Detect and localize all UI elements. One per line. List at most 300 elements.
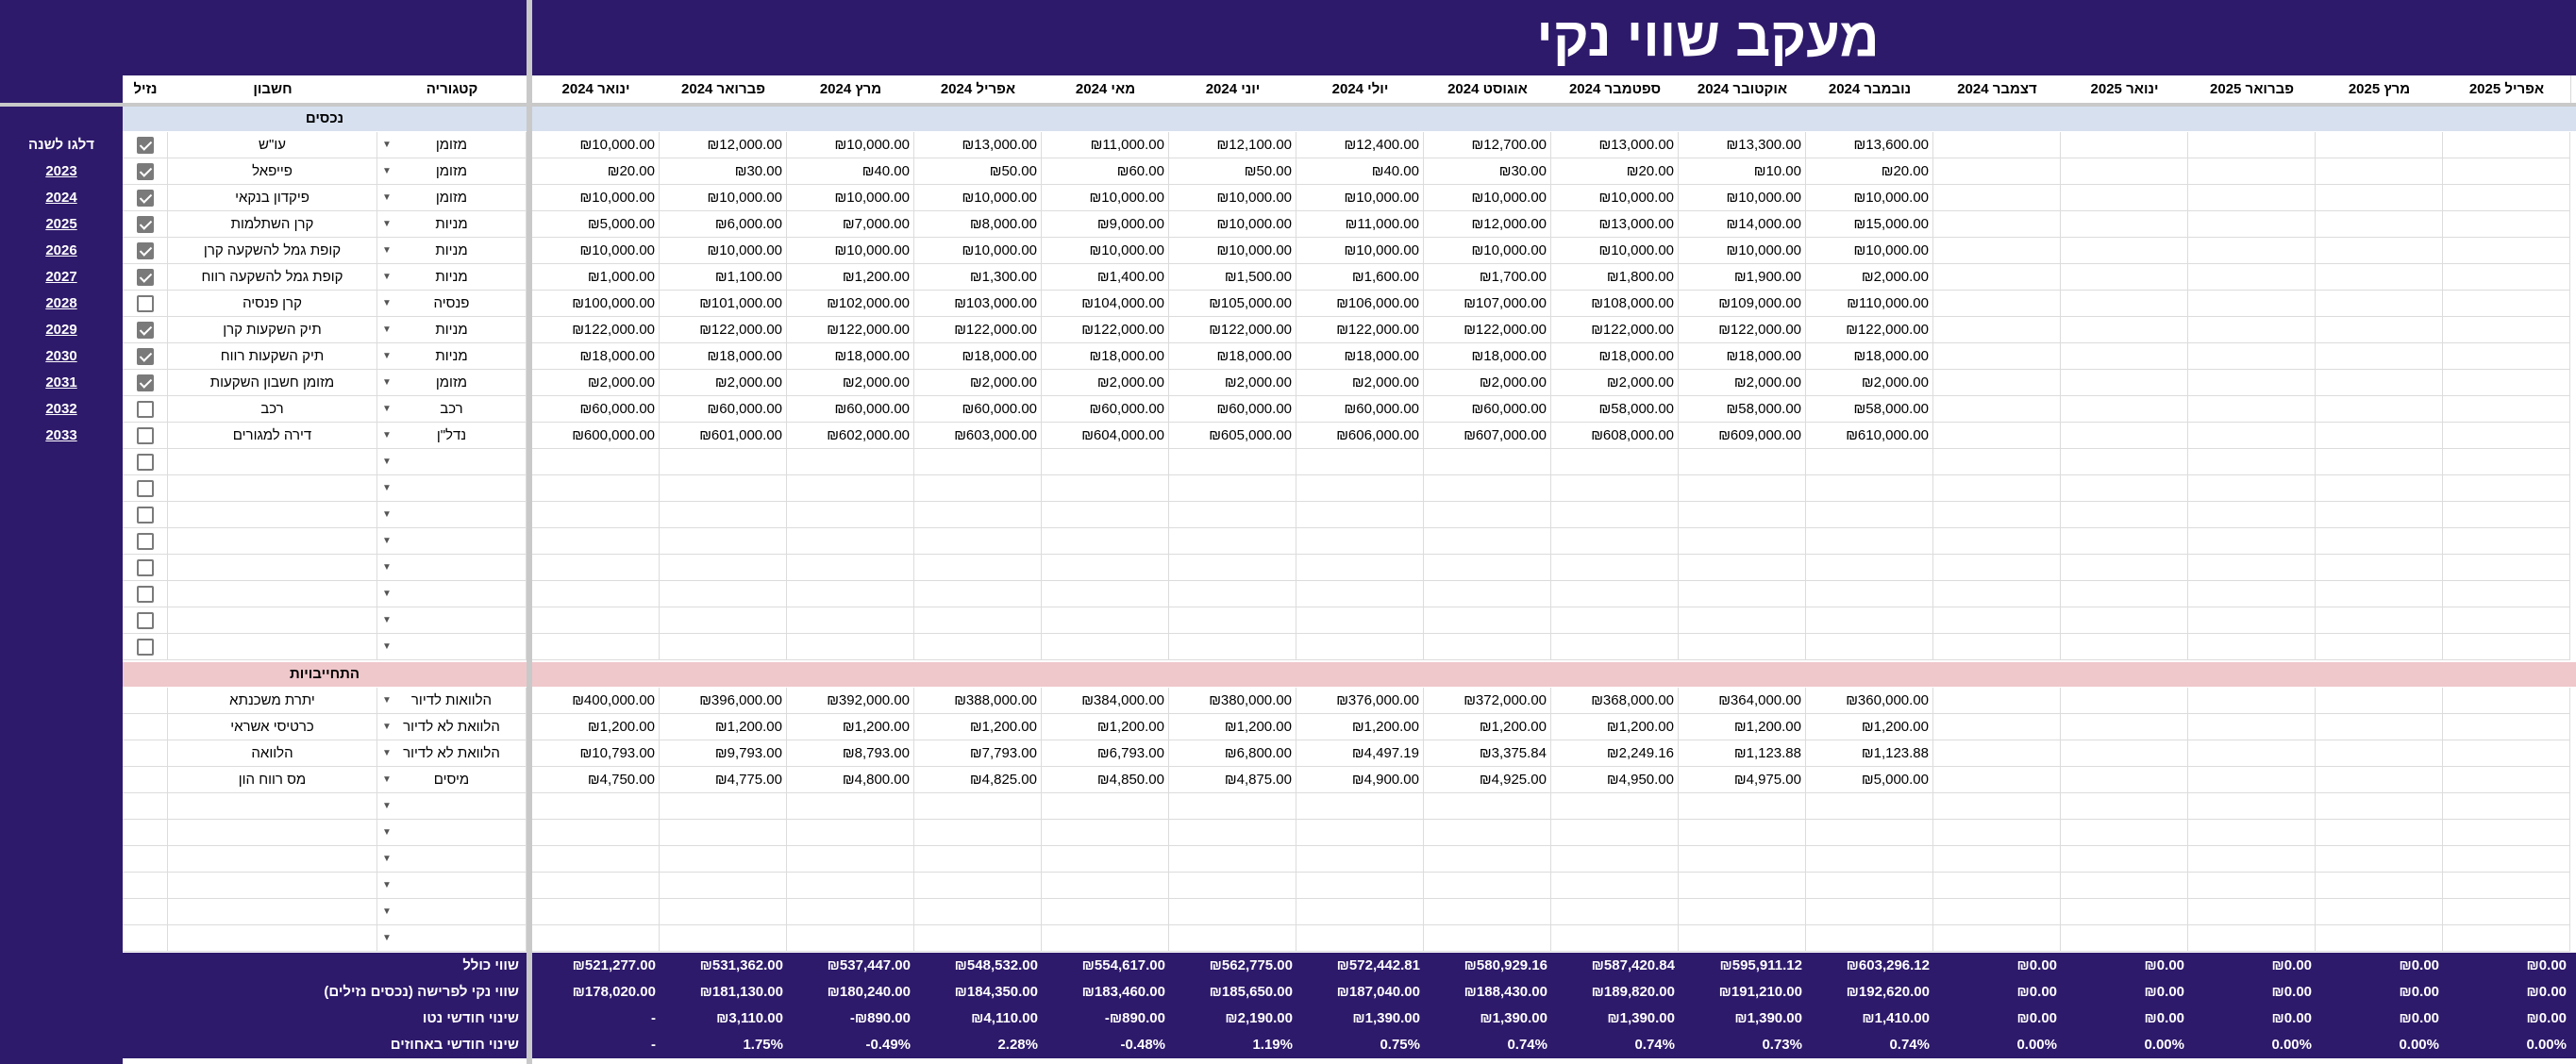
value-cell[interactable] — [2188, 264, 2316, 291]
value-cell[interactable] — [1806, 820, 1933, 846]
value-cell[interactable]: ₪11,000.00 — [1296, 211, 1424, 238]
value-cell[interactable] — [660, 899, 787, 925]
value-cell[interactable] — [1296, 873, 1424, 899]
value-cell[interactable]: ₪18,000.00 — [1296, 343, 1424, 370]
account-cell[interactable] — [168, 793, 377, 820]
value-cell[interactable]: ₪1,200.00 — [787, 264, 914, 291]
value-cell[interactable] — [1551, 555, 1679, 581]
value-cell[interactable] — [1806, 899, 1933, 925]
account-cell[interactable] — [168, 607, 377, 634]
category-dropdown-icon[interactable]: ▼ — [382, 695, 392, 706]
value-cell[interactable]: ₪10,000.00 — [1806, 238, 1933, 264]
account-cell[interactable] — [168, 502, 377, 528]
value-cell[interactable]: ₪100,000.00 — [532, 291, 660, 317]
value-cell[interactable] — [2443, 158, 2570, 185]
value-cell[interactable] — [2188, 211, 2316, 238]
value-cell[interactable]: ₪60,000.00 — [1169, 396, 1296, 423]
value-cell[interactable] — [2443, 343, 2570, 370]
liquid-checkbox[interactable] — [137, 507, 154, 524]
value-cell[interactable] — [2061, 846, 2188, 873]
value-cell[interactable]: ₪1,600.00 — [1296, 264, 1424, 291]
value-cell[interactable]: ₪18,000.00 — [532, 343, 660, 370]
value-cell[interactable] — [1042, 607, 1169, 634]
value-cell[interactable] — [532, 502, 660, 528]
account-cell[interactable] — [168, 475, 377, 502]
category-dropdown-icon[interactable]: ▼ — [382, 854, 392, 864]
value-cell[interactable] — [1806, 449, 1933, 475]
value-cell[interactable] — [1679, 846, 1806, 873]
value-cell[interactable] — [2061, 607, 2188, 634]
value-cell[interactable] — [1042, 820, 1169, 846]
value-cell[interactable] — [1806, 581, 1933, 607]
value-cell[interactable] — [2316, 158, 2443, 185]
category-dropdown-icon[interactable]: ▼ — [382, 536, 392, 546]
value-cell[interactable]: ₪1,200.00 — [532, 714, 660, 740]
value-cell[interactable] — [660, 449, 787, 475]
value-cell[interactable] — [660, 846, 787, 873]
value-cell[interactable]: ₪122,000.00 — [914, 317, 1042, 343]
liquid-checkbox[interactable] — [137, 533, 154, 550]
value-cell[interactable] — [1679, 581, 1806, 607]
value-cell[interactable] — [1933, 846, 2061, 873]
value-cell[interactable]: ₪18,000.00 — [1042, 343, 1169, 370]
value-cell[interactable] — [1551, 528, 1679, 555]
value-cell[interactable] — [2316, 370, 2443, 396]
value-cell[interactable] — [2316, 740, 2443, 767]
value-cell[interactable]: ₪2,000.00 — [1806, 264, 1933, 291]
value-cell[interactable] — [1042, 528, 1169, 555]
value-cell[interactable] — [2061, 396, 2188, 423]
value-cell[interactable]: ₪10,000.00 — [1296, 185, 1424, 211]
value-cell[interactable] — [1296, 607, 1424, 634]
value-cell[interactable]: ₪1,000.00 — [532, 264, 660, 291]
value-cell[interactable]: ₪1,800.00 — [1551, 264, 1679, 291]
value-cell[interactable]: ₪122,000.00 — [787, 317, 914, 343]
value-cell[interactable] — [2316, 925, 2443, 952]
value-cell[interactable] — [2188, 423, 2316, 449]
value-cell[interactable] — [532, 820, 660, 846]
value-cell[interactable] — [914, 899, 1042, 925]
category-dropdown-icon[interactable]: ▼ — [382, 272, 392, 282]
category-dropdown-icon[interactable]: ▼ — [382, 219, 392, 229]
value-cell[interactable]: ₪122,000.00 — [660, 317, 787, 343]
value-cell[interactable]: ₪392,000.00 — [787, 688, 914, 714]
value-cell[interactable]: ₪1,100.00 — [660, 264, 787, 291]
category-dropdown-icon[interactable]: ▼ — [382, 298, 392, 308]
value-cell[interactable] — [2316, 555, 2443, 581]
value-cell[interactable]: ₪12,400.00 — [1296, 132, 1424, 158]
value-cell[interactable] — [1933, 607, 2061, 634]
value-cell[interactable]: ₪606,000.00 — [1296, 423, 1424, 449]
value-cell[interactable] — [1933, 158, 2061, 185]
value-cell[interactable]: ₪105,000.00 — [1169, 291, 1296, 317]
value-cell[interactable]: ₪10,000.00 — [660, 185, 787, 211]
value-cell[interactable]: ₪122,000.00 — [1042, 317, 1169, 343]
value-cell[interactable] — [2061, 317, 2188, 343]
value-cell[interactable]: ₪107,000.00 — [1424, 291, 1551, 317]
value-cell[interactable] — [660, 820, 787, 846]
account-cell[interactable]: קרן השתלמות — [168, 211, 377, 238]
account-cell[interactable]: עו"ש — [168, 132, 377, 158]
value-cell[interactable]: ₪1,200.00 — [914, 714, 1042, 740]
value-cell[interactable]: ₪1,400.00 — [1042, 264, 1169, 291]
year-link[interactable]: 2025 — [45, 216, 77, 232]
value-cell[interactable] — [1806, 502, 1933, 528]
value-cell[interactable]: ₪388,000.00 — [914, 688, 1042, 714]
value-cell[interactable]: ₪10,000.00 — [787, 238, 914, 264]
value-cell[interactable] — [1424, 820, 1551, 846]
liquid-checkbox[interactable] — [137, 401, 154, 418]
value-cell[interactable] — [1933, 423, 2061, 449]
value-cell[interactable] — [2316, 396, 2443, 423]
value-cell[interactable]: ₪58,000.00 — [1679, 396, 1806, 423]
value-cell[interactable]: ₪1,700.00 — [1424, 264, 1551, 291]
liquid-checkbox[interactable] — [137, 295, 154, 312]
value-cell[interactable] — [1933, 714, 2061, 740]
value-cell[interactable] — [1169, 820, 1296, 846]
value-cell[interactable] — [2316, 211, 2443, 238]
value-cell[interactable]: ₪6,800.00 — [1169, 740, 1296, 767]
value-cell[interactable] — [1169, 475, 1296, 502]
value-cell[interactable]: ₪60,000.00 — [914, 396, 1042, 423]
value-cell[interactable] — [1551, 581, 1679, 607]
category-cell[interactable] — [377, 581, 527, 607]
account-cell[interactable] — [168, 899, 377, 925]
value-cell[interactable]: ₪10,000.00 — [914, 185, 1042, 211]
value-cell[interactable]: ₪372,000.00 — [1424, 688, 1551, 714]
category-cell[interactable] — [377, 873, 527, 899]
category-cell[interactable]: מזומן — [377, 370, 527, 396]
value-cell[interactable] — [1551, 475, 1679, 502]
value-cell[interactable] — [2443, 211, 2570, 238]
value-cell[interactable] — [1679, 528, 1806, 555]
value-cell[interactable]: ₪10,000.00 — [1424, 238, 1551, 264]
value-cell[interactable] — [2316, 343, 2443, 370]
value-cell[interactable] — [1933, 899, 2061, 925]
value-cell[interactable]: ₪380,000.00 — [1169, 688, 1296, 714]
value-cell[interactable]: ₪2,000.00 — [1296, 370, 1424, 396]
liquid-checkbox[interactable] — [137, 163, 154, 180]
value-cell[interactable] — [1933, 581, 2061, 607]
value-cell[interactable]: ₪18,000.00 — [914, 343, 1042, 370]
value-cell[interactable] — [787, 555, 914, 581]
value-cell[interactable] — [2316, 264, 2443, 291]
value-cell[interactable] — [2188, 714, 2316, 740]
value-cell[interactable] — [1806, 555, 1933, 581]
value-cell[interactable] — [914, 528, 1042, 555]
value-cell[interactable]: ₪2,249.16 — [1551, 740, 1679, 767]
value-cell[interactable] — [1933, 873, 2061, 899]
value-cell[interactable]: ₪20.00 — [532, 158, 660, 185]
value-cell[interactable] — [2443, 449, 2570, 475]
value-cell[interactable] — [1296, 581, 1424, 607]
value-cell[interactable]: ₪9,793.00 — [660, 740, 787, 767]
value-cell[interactable] — [1806, 607, 1933, 634]
value-cell[interactable] — [1042, 925, 1169, 952]
account-cell[interactable]: יתרת משכנתא — [168, 688, 377, 714]
value-cell[interactable]: ₪12,100.00 — [1169, 132, 1296, 158]
value-cell[interactable] — [2061, 370, 2188, 396]
value-cell[interactable] — [1042, 555, 1169, 581]
value-cell[interactable] — [914, 581, 1042, 607]
category-dropdown-icon[interactable]: ▼ — [382, 404, 392, 414]
value-cell[interactable] — [660, 873, 787, 899]
account-cell[interactable] — [168, 528, 377, 555]
value-cell[interactable] — [2188, 767, 2316, 793]
value-cell[interactable] — [1169, 634, 1296, 660]
value-cell[interactable] — [2188, 688, 2316, 714]
value-cell[interactable] — [2061, 475, 2188, 502]
value-cell[interactable]: ₪601,000.00 — [660, 423, 787, 449]
value-cell[interactable]: ₪1,123.88 — [1679, 740, 1806, 767]
value-cell[interactable] — [1042, 634, 1169, 660]
value-cell[interactable] — [2188, 793, 2316, 820]
value-cell[interactable]: ₪4,750.00 — [532, 767, 660, 793]
value-cell[interactable]: ₪10,000.00 — [660, 238, 787, 264]
value-cell[interactable]: ₪6,000.00 — [660, 211, 787, 238]
value-cell[interactable] — [2443, 846, 2570, 873]
value-cell[interactable] — [2316, 291, 2443, 317]
value-cell[interactable]: ₪10,000.00 — [532, 185, 660, 211]
account-cell[interactable]: הלוואה — [168, 740, 377, 767]
value-cell[interactable]: ₪376,000.00 — [1296, 688, 1424, 714]
value-cell[interactable] — [2188, 873, 2316, 899]
value-cell[interactable]: ₪609,000.00 — [1679, 423, 1806, 449]
value-cell[interactable]: ₪10,000.00 — [1806, 185, 1933, 211]
value-cell[interactable]: ₪11,000.00 — [1042, 132, 1169, 158]
value-cell[interactable] — [1551, 925, 1679, 952]
value-cell[interactable] — [1806, 925, 1933, 952]
category-dropdown-icon[interactable]: ▼ — [382, 933, 392, 943]
value-cell[interactable]: ₪15,000.00 — [1806, 211, 1933, 238]
category-dropdown-icon[interactable]: ▼ — [382, 748, 392, 758]
value-cell[interactable] — [1933, 820, 2061, 846]
value-cell[interactable] — [787, 502, 914, 528]
value-cell[interactable]: ₪7,000.00 — [787, 211, 914, 238]
category-cell[interactable]: מניות — [377, 238, 527, 264]
value-cell[interactable] — [2443, 317, 2570, 343]
category-cell[interactable]: הלוואת לא לדיור — [377, 740, 527, 767]
value-cell[interactable]: ₪10,000.00 — [1551, 185, 1679, 211]
category-dropdown-icon[interactable]: ▼ — [382, 562, 392, 573]
value-cell[interactable] — [1933, 396, 2061, 423]
value-cell[interactable] — [1296, 502, 1424, 528]
value-cell[interactable] — [1806, 475, 1933, 502]
category-cell[interactable] — [377, 634, 527, 660]
value-cell[interactable]: ₪5,000.00 — [1806, 767, 1933, 793]
value-cell[interactable] — [787, 820, 914, 846]
value-cell[interactable]: ₪18,000.00 — [1679, 343, 1806, 370]
value-cell[interactable] — [2188, 820, 2316, 846]
account-cell[interactable]: דירה למגורים — [168, 423, 377, 449]
value-cell[interactable]: ₪10,000.00 — [532, 132, 660, 158]
value-cell[interactable] — [2443, 370, 2570, 396]
category-dropdown-icon[interactable]: ▼ — [382, 457, 392, 467]
value-cell[interactable] — [2316, 317, 2443, 343]
value-cell[interactable] — [2188, 740, 2316, 767]
value-cell[interactable] — [1424, 846, 1551, 873]
value-cell[interactable]: ₪101,000.00 — [660, 291, 787, 317]
value-cell[interactable] — [1933, 767, 2061, 793]
value-cell[interactable] — [1933, 475, 2061, 502]
liquid-checkbox[interactable] — [137, 242, 154, 259]
value-cell[interactable]: ₪4,950.00 — [1551, 767, 1679, 793]
value-cell[interactable] — [2316, 820, 2443, 846]
value-cell[interactable]: ₪610,000.00 — [1806, 423, 1933, 449]
value-cell[interactable] — [2061, 688, 2188, 714]
value-cell[interactable] — [2188, 555, 2316, 581]
value-cell[interactable] — [660, 607, 787, 634]
value-cell[interactable]: ₪20.00 — [1551, 158, 1679, 185]
value-cell[interactable] — [1679, 925, 1806, 952]
liquid-checkbox[interactable] — [137, 480, 154, 497]
value-cell[interactable] — [1042, 502, 1169, 528]
value-cell[interactable] — [1296, 846, 1424, 873]
account-cell[interactable]: כרטיסי אשראי — [168, 714, 377, 740]
value-cell[interactable] — [1296, 820, 1424, 846]
value-cell[interactable] — [2188, 343, 2316, 370]
value-cell[interactable] — [1424, 475, 1551, 502]
value-cell[interactable] — [1933, 317, 2061, 343]
category-dropdown-icon[interactable]: ▼ — [382, 166, 392, 176]
value-cell[interactable]: ₪40.00 — [1296, 158, 1424, 185]
value-cell[interactable]: ₪18,000.00 — [660, 343, 787, 370]
value-cell[interactable] — [2061, 873, 2188, 899]
value-cell[interactable]: ₪4,497.19 — [1296, 740, 1424, 767]
value-cell[interactable] — [2316, 688, 2443, 714]
value-cell[interactable] — [2443, 555, 2570, 581]
value-cell[interactable]: ₪10,000.00 — [787, 132, 914, 158]
value-cell[interactable] — [1042, 793, 1169, 820]
value-cell[interactable]: ₪4,800.00 — [787, 767, 914, 793]
value-cell[interactable] — [2188, 607, 2316, 634]
value-cell[interactable]: ₪4,900.00 — [1296, 767, 1424, 793]
category-cell[interactable] — [377, 449, 527, 475]
value-cell[interactable] — [1679, 449, 1806, 475]
value-cell[interactable] — [660, 475, 787, 502]
value-cell[interactable]: ₪8,793.00 — [787, 740, 914, 767]
value-cell[interactable] — [1169, 607, 1296, 634]
value-cell[interactable] — [2443, 581, 2570, 607]
value-cell[interactable] — [1296, 925, 1424, 952]
value-cell[interactable]: ₪58,000.00 — [1806, 396, 1933, 423]
value-cell[interactable] — [2443, 899, 2570, 925]
value-cell[interactable] — [2188, 370, 2316, 396]
value-cell[interactable]: ₪1,200.00 — [1169, 714, 1296, 740]
value-cell[interactable] — [1679, 899, 1806, 925]
value-cell[interactable] — [914, 820, 1042, 846]
value-cell[interactable] — [1296, 449, 1424, 475]
value-cell[interactable] — [532, 846, 660, 873]
value-cell[interactable]: ₪400,000.00 — [532, 688, 660, 714]
year-link[interactable]: 2023 — [45, 163, 77, 179]
category-dropdown-icon[interactable]: ▼ — [382, 377, 392, 388]
category-cell[interactable]: מזומן — [377, 158, 527, 185]
value-cell[interactable]: ₪2,000.00 — [1679, 370, 1806, 396]
value-cell[interactable]: ₪1,200.00 — [1296, 714, 1424, 740]
value-cell[interactable] — [914, 475, 1042, 502]
category-dropdown-icon[interactable]: ▼ — [382, 351, 392, 361]
value-cell[interactable] — [2443, 264, 2570, 291]
value-cell[interactable]: ₪2,000.00 — [787, 370, 914, 396]
value-cell[interactable]: ₪30.00 — [1424, 158, 1551, 185]
value-cell[interactable] — [1551, 607, 1679, 634]
value-cell[interactable] — [1169, 449, 1296, 475]
value-cell[interactable]: ₪18,000.00 — [787, 343, 914, 370]
value-cell[interactable]: ₪10,000.00 — [1679, 238, 1806, 264]
value-cell[interactable]: ₪18,000.00 — [1169, 343, 1296, 370]
category-dropdown-icon[interactable]: ▼ — [382, 589, 392, 599]
value-cell[interactable] — [2188, 185, 2316, 211]
value-cell[interactable] — [532, 449, 660, 475]
category-cell[interactable] — [377, 899, 527, 925]
year-link[interactable]: 2026 — [45, 242, 77, 258]
value-cell[interactable] — [2443, 132, 2570, 158]
value-cell[interactable]: ₪1,200.00 — [1806, 714, 1933, 740]
value-cell[interactable]: ₪1,200.00 — [660, 714, 787, 740]
value-cell[interactable] — [1679, 502, 1806, 528]
value-cell[interactable] — [1933, 291, 2061, 317]
value-cell[interactable] — [2061, 767, 2188, 793]
value-cell[interactable] — [1933, 132, 2061, 158]
account-cell[interactable] — [168, 846, 377, 873]
value-cell[interactable] — [2061, 581, 2188, 607]
value-cell[interactable] — [1424, 793, 1551, 820]
account-cell[interactable] — [168, 449, 377, 475]
value-cell[interactable]: ₪4,850.00 — [1042, 767, 1169, 793]
value-cell[interactable] — [2443, 634, 2570, 660]
value-cell[interactable] — [914, 846, 1042, 873]
value-cell[interactable] — [2061, 211, 2188, 238]
value-cell[interactable] — [2443, 238, 2570, 264]
value-cell[interactable] — [1933, 688, 2061, 714]
liquid-checkbox[interactable] — [137, 612, 154, 629]
value-cell[interactable] — [2188, 528, 2316, 555]
category-cell[interactable] — [377, 475, 527, 502]
value-cell[interactable]: ₪10,000.00 — [1169, 238, 1296, 264]
value-cell[interactable] — [1169, 846, 1296, 873]
value-cell[interactable]: ₪607,000.00 — [1424, 423, 1551, 449]
value-cell[interactable] — [1424, 449, 1551, 475]
value-cell[interactable]: ₪10,000.00 — [1169, 185, 1296, 211]
value-cell[interactable]: ₪50.00 — [1169, 158, 1296, 185]
value-cell[interactable] — [2188, 634, 2316, 660]
value-cell[interactable] — [2316, 607, 2443, 634]
value-cell[interactable] — [532, 793, 660, 820]
value-cell[interactable]: ₪1,200.00 — [1042, 714, 1169, 740]
category-dropdown-icon[interactable]: ▼ — [382, 641, 392, 652]
value-cell[interactable] — [2061, 449, 2188, 475]
year-link[interactable]: 2024 — [45, 190, 77, 206]
value-cell[interactable] — [787, 607, 914, 634]
value-cell[interactable] — [2061, 264, 2188, 291]
liquid-checkbox[interactable] — [137, 374, 154, 391]
value-cell[interactable] — [1296, 475, 1424, 502]
value-cell[interactable] — [2316, 899, 2443, 925]
value-cell[interactable] — [787, 475, 914, 502]
account-cell[interactable]: תיק השקעות רווח — [168, 343, 377, 370]
category-cell[interactable]: נדל"ן — [377, 423, 527, 449]
account-cell[interactable] — [168, 925, 377, 952]
value-cell[interactable] — [2061, 714, 2188, 740]
value-cell[interactable] — [1042, 899, 1169, 925]
value-cell[interactable] — [787, 581, 914, 607]
value-cell[interactable]: ₪60,000.00 — [1296, 396, 1424, 423]
account-cell[interactable]: קופת גמל להשקעה קרן — [168, 238, 377, 264]
value-cell[interactable]: ₪13,000.00 — [1551, 132, 1679, 158]
liquid-checkbox[interactable] — [137, 269, 154, 286]
value-cell[interactable] — [532, 899, 660, 925]
